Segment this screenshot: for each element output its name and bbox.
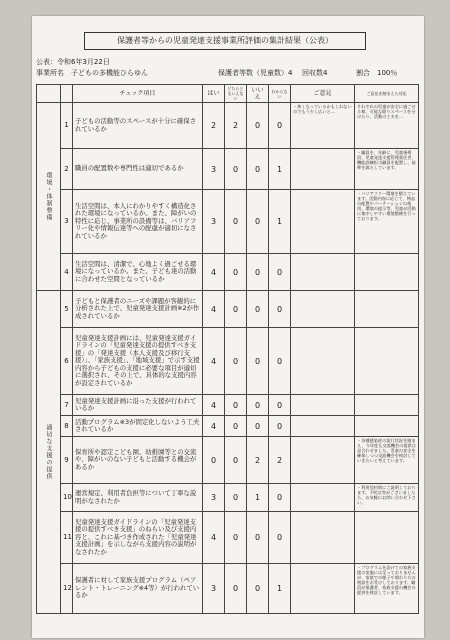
opinion-cell bbox=[291, 291, 355, 328]
count-unknown: 1 bbox=[269, 564, 291, 614]
opinion-cell bbox=[291, 512, 355, 564]
count-yes: 4 bbox=[203, 395, 225, 416]
count-neutral: 0 bbox=[225, 190, 247, 254]
document-page bbox=[32, 16, 424, 638]
row-number: 5 bbox=[61, 291, 73, 328]
response-cell: それぞれの児童が安全に過ごせる様、可能な限りスペースを分けたり、活動の工夫を… bbox=[355, 103, 419, 149]
check-item: 子どもの活動等のスペースが十分に確保されているか bbox=[73, 103, 203, 149]
table-row bbox=[37, 149, 419, 190]
opinion-cell bbox=[291, 416, 355, 437]
table-row bbox=[37, 328, 419, 395]
count-no: 0 bbox=[247, 395, 269, 416]
count-yes: 3 bbox=[203, 484, 225, 512]
opinion-cell bbox=[291, 437, 355, 484]
header-response: ご意見を踏まえた対応 bbox=[355, 85, 419, 103]
response-cell bbox=[355, 395, 419, 416]
count-neutral: 0 bbox=[225, 512, 247, 564]
count-neutral: 0 bbox=[225, 484, 247, 512]
facility-name: 事業所名 子どもの多機能ひらゆん bbox=[36, 69, 148, 77]
count-neutral: 0 bbox=[225, 328, 247, 395]
count-yes: 3 bbox=[203, 190, 225, 254]
count-unknown: 0 bbox=[269, 291, 291, 328]
check-item: 児童発達支援ガイドラインの「児童発達支援の提供すべき支援」のねらい及び支援内容と、これに基づき作成された「児童発達支援計画」を示しながら支援内容の説明がなされたか bbox=[73, 512, 203, 564]
check-item: 児童発達支援計画には、児童発達支援ガイドラインの「児童発達支援の提供すべき支援」の「発達支援（本人支援及び移行支援）」、「家族支援」、「地域支援」で示す支援内容から子どもの支援に必要な項目が適切に選択され、その上で、具体的な支援内容が設定されているか bbox=[73, 328, 203, 395]
response-cell bbox=[355, 254, 419, 291]
count-no: 0 bbox=[247, 512, 269, 564]
header-no: いいえ bbox=[247, 85, 269, 103]
check-item: 生活空間は、本人にわかりやすく構造化された環境になっているか。また、障がいの特性に応じ、事業所の設備等は、バリアフリー化や情報伝達等への配慮が適切になされているか bbox=[73, 190, 203, 254]
count-no: 0 bbox=[247, 564, 269, 614]
table-row bbox=[37, 416, 419, 437]
count-no: 2 bbox=[247, 437, 269, 484]
header-unknown: わからない bbox=[269, 85, 291, 103]
check-item: 保護者に対して家族支援プログラム（ペアレント・トレーニング※4等）が行われているか bbox=[73, 564, 203, 614]
response-cell bbox=[355, 328, 419, 395]
count-unknown: 0 bbox=[269, 395, 291, 416]
collected-count: 回収数4 bbox=[302, 69, 328, 77]
published-date: 公表：令和6年3月22日 bbox=[36, 58, 110, 66]
count-unknown: 0 bbox=[269, 512, 291, 564]
count-yes: 4 bbox=[203, 291, 225, 328]
count-yes: 0 bbox=[203, 437, 225, 484]
check-item: 子どもと保護者のニーズや課題が客観的に分析された上で、児童発達支援計画※2が作成されているか bbox=[73, 291, 203, 328]
table-row bbox=[37, 254, 419, 291]
response-cell bbox=[355, 416, 419, 437]
table-header-row bbox=[37, 85, 419, 103]
count-yes: 4 bbox=[203, 254, 225, 291]
table-row bbox=[37, 484, 419, 512]
table-row bbox=[37, 512, 419, 564]
header-opinion: ご意見 bbox=[291, 85, 355, 103]
opinion-cell bbox=[291, 190, 355, 254]
row-number: 10 bbox=[61, 484, 73, 512]
count-unknown: 0 bbox=[269, 416, 291, 437]
count-neutral: 0 bbox=[225, 291, 247, 328]
count-neutral: 0 bbox=[225, 395, 247, 416]
count-neutral: 0 bbox=[225, 254, 247, 291]
table-row bbox=[37, 395, 419, 416]
row-number: 6 bbox=[61, 328, 73, 395]
count-no: 0 bbox=[247, 103, 269, 149]
count-no: 1 bbox=[247, 484, 269, 512]
table-row bbox=[37, 103, 419, 149]
count-unknown: 0 bbox=[269, 254, 291, 291]
document-title: 保護者等からの児童発達支援事業所評価の集計結果（公表） bbox=[84, 32, 366, 50]
check-item: 保育所や認定こども園、幼稚園等との交流や、障がいのない子どもと活動する機会があるか bbox=[73, 437, 203, 484]
row-number: 12 bbox=[61, 564, 73, 614]
opinion-cell bbox=[291, 564, 355, 614]
count-no: 0 bbox=[247, 190, 269, 254]
table-row bbox=[37, 190, 419, 254]
header-yes: はい bbox=[203, 85, 225, 103]
opinion-cell bbox=[291, 254, 355, 291]
count-unknown: 1 bbox=[269, 149, 291, 190]
row-number: 4 bbox=[61, 254, 73, 291]
response-cell bbox=[355, 512, 419, 564]
count-yes: 4 bbox=[203, 512, 225, 564]
row-number: 3 bbox=[61, 190, 73, 254]
opinion-cell bbox=[291, 395, 355, 416]
count-neutral: 0 bbox=[225, 149, 247, 190]
check-item: 職員の配置数や専門性は適切であるか bbox=[73, 149, 203, 190]
opinion-cell bbox=[291, 328, 355, 395]
opinion-cell bbox=[291, 149, 355, 190]
header-category bbox=[37, 85, 61, 103]
check-item: 生活空間は、清潔で、心地よく過ごせる環境になっているか。また、子ども達の活動に合わせた空間となっているか bbox=[73, 254, 203, 291]
count-no: 0 bbox=[247, 254, 269, 291]
count-no: 0 bbox=[247, 291, 269, 328]
header-check-item: チェック項目 bbox=[73, 85, 203, 103]
count-neutral: 2 bbox=[225, 103, 247, 149]
response-cell: ・各種感染症の流行状況を踏まえ、今年度も交流機会の提供は見合わせました。児童の安全を確保しつつ交流機会を検討していきたいと考えています。 bbox=[355, 437, 419, 484]
count-neutral: 0 bbox=[225, 416, 247, 437]
table-row bbox=[37, 437, 419, 484]
row-number: 1 bbox=[61, 103, 73, 149]
row-number: 11 bbox=[61, 512, 73, 564]
count-unknown: 0 bbox=[269, 328, 291, 395]
row-number: 8 bbox=[61, 416, 73, 437]
header-number bbox=[61, 85, 73, 103]
row-number: 7 bbox=[61, 395, 73, 416]
count-no: 0 bbox=[247, 328, 269, 395]
opinion-cell: ・狭くなっているかもしれないのでもう少し広いと… bbox=[291, 103, 355, 149]
response-cell: ・職員を、年齢に、児童指導員、児童発達支援管理責任者、機能訓練担当職員を配置し、基準を満たしています。 bbox=[355, 149, 419, 190]
count-no: 0 bbox=[247, 416, 269, 437]
table-row bbox=[37, 291, 419, 328]
count-unknown: 1 bbox=[269, 190, 291, 254]
row-number: 9 bbox=[61, 437, 73, 484]
header-neutral: どちらともいえない bbox=[225, 85, 247, 103]
count-yes: 3 bbox=[203, 564, 225, 614]
response-cell: ・プログラムを設けての家族支援の実施には至っておりませんが、家庭での様子や関わり方の相談をお受けしております。職員が保護者、家族支援の機会の提供を検討しています。 bbox=[355, 564, 419, 614]
count-neutral: 0 bbox=[225, 437, 247, 484]
category-environment: 環境・体制整備 bbox=[37, 103, 61, 291]
count-yes: 4 bbox=[203, 416, 225, 437]
category-support: 適切な支援の提供 bbox=[37, 291, 61, 614]
check-item: 運営規定、利用者負担等について丁寧な説明がなされたか bbox=[73, 484, 203, 512]
count-yes: 4 bbox=[203, 328, 225, 395]
check-item: 児童発達支援計画に沿った支援が行われているか bbox=[73, 395, 203, 416]
row-number: 2 bbox=[61, 149, 73, 190]
count-no: 0 bbox=[247, 149, 269, 190]
respondent-count: 保護者等数（児童数）4 bbox=[218, 69, 293, 77]
response-rate: 割合 100％ bbox=[356, 69, 398, 77]
response-cell bbox=[355, 291, 419, 328]
count-unknown: 2 bbox=[269, 437, 291, 484]
count-yes: 3 bbox=[203, 149, 225, 190]
response-cell: ・バリアフリー環境を整えています。活動内容に応じて、物品の配置やパーテーションの使用、環境の提示等、児童が活動に集中しやすい環境整備を行っております。 bbox=[355, 190, 419, 254]
response-cell: ・利用契約時にご説明しております。不明点等がございましたら、お気軽にお問い合わせ下さい。 bbox=[355, 484, 419, 512]
count-unknown: 0 bbox=[269, 484, 291, 512]
check-item: 活動プログラム※3が固定化しないよう工夫されているか bbox=[73, 416, 203, 437]
evaluation-table bbox=[36, 84, 419, 614]
table-row bbox=[37, 564, 419, 614]
count-unknown: 0 bbox=[269, 103, 291, 149]
opinion-cell bbox=[291, 484, 355, 512]
count-neutral: 0 bbox=[225, 564, 247, 614]
count-yes: 2 bbox=[203, 103, 225, 149]
